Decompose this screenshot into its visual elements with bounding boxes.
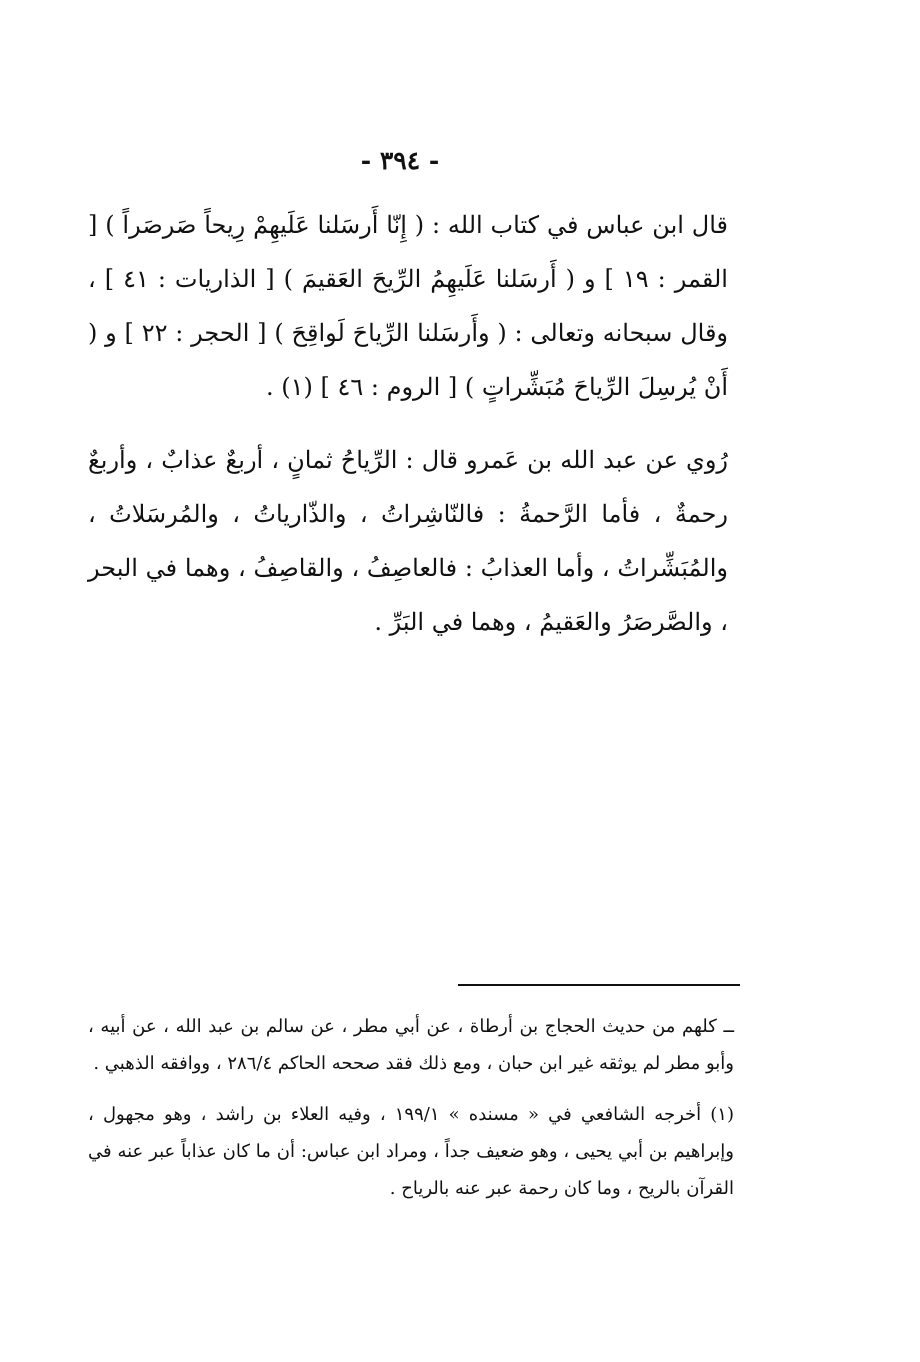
paragraph-narration-abdullah: رُوي عن عبد الله بن عَمرو قال : الرِّياحُ ثمانٍ ، أربعٌ عذابٌ ، وأربعٌ رحمةٌ ، فأما الرَّحمةُ : فالنّاشِراتُ ، والذّارياتُ ، والمُرسَلاتُ ، والمُبَشِّراتُ ، وأما العذابُ : فالعاصِفُ ، والقاصِفُ ، وهما في البحر ، والصَّرصَرُ والعَقيمُ ، وهما في البَرِّ . [88, 446, 728, 636]
paragraph-quote-ibn-abbas: قال ابن عباس في كتاب الله : ( إِنّا أَرسَلنا عَلَيهِمْ رِيحاً صَرصَراً ) [ القمر : ١٩ ] و ( أَرسَلنا عَلَيهِمُ الرِّيحَ العَقيمَ ) [ الذاريات : ٤١ ] ، وقال سبحانه وتعالى : ( وأَرسَلنا الرِّياحَ لَواقِحَ ) [ الحجر : ٢٢ ] و ( أَنْ يُرسِلَ الرِّياحَ مُبَشِّراتٍ ) [ الروم : ٤٦ ] (١) . [88, 211, 729, 401]
footnote-1: (١) أخرجه الشافعي في « مسنده » ١٩٩/١ ، وفيه العلاء بن راشد ، وهو مجهول ، وإبراهيم بن أبي يحيى ، وهو ضعيف جداً ، ومراد ابن عباس: أن ما كان عذاباً عبر عنه في القرآن بالريح ، وما كان رحمة عبر عنه بالرياح . [88, 1104, 734, 1199]
page-number: - ٣٩٤ - [360, 146, 440, 175]
main-text [88, 198, 728, 649]
footnote-continuation: ــ كلهم من حديث الحجاج بن أرطاة ، عن أبي مطر ، عن سالم بن عبد الله ، عن أبيه ، وأبو مطر لم يوثقه غير ابن حبان ، ومع ذلك فقد صححه الحاكم ٢٨٦/٤ ، ووافقه الذهبي . [88, 1016, 734, 1074]
footnotes [88, 1008, 734, 1207]
footnote-divider [458, 984, 740, 986]
